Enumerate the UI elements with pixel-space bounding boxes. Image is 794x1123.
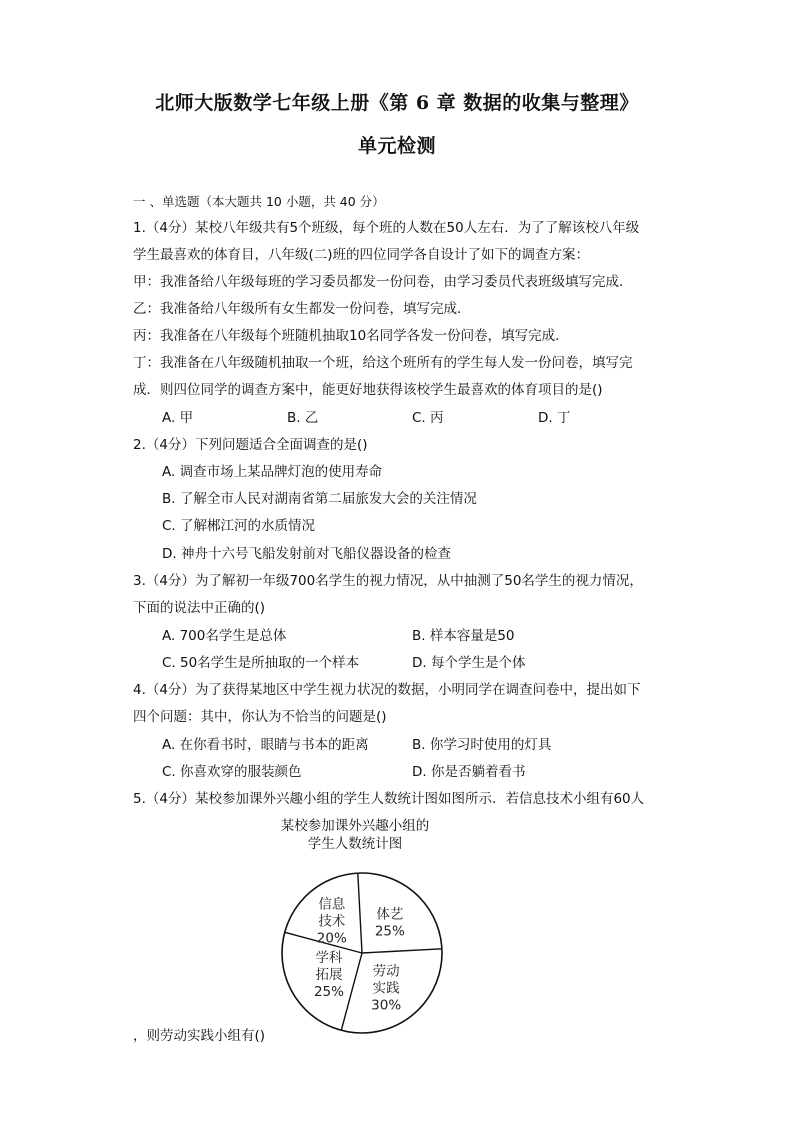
chart-title-line-1: 某校参加课外兴趣小组的 [280, 818, 430, 834]
option-c: C. 你喜欢穿的服装颜色 [162, 764, 302, 780]
question-line: 甲：我准备给八年级每班的学习委员都发一份问卷，由学习委员代表班级填写完成． [133, 274, 633, 290]
pie-slice-label: 体艺 25% [374, 906, 405, 940]
pie-chart [270, 860, 460, 1050]
pie-slice-label: 信息技术 20% [316, 896, 347, 947]
option-d: D. 你是否躺着看书 [412, 764, 526, 780]
question-line: 3.（4分）为了解初一年级700名学生的视力情况，从中抽测了50名学生的视力情况， [133, 573, 643, 589]
option-a: A. 在你看书时，眼睛与书本的距离 [162, 737, 369, 753]
option-c: C. 了解郴江河的水质情况 [162, 518, 316, 534]
option-b: B. 乙 [287, 410, 319, 426]
question-line: 1.（4分）某校八年级共有5个班级，每个班的人数在50人左右．为了了解该校八年级 [133, 220, 640, 236]
pie-slice-label: 劳动实践 30% [371, 963, 402, 1014]
option-b: B. 了解全市人民对湖南省第二届旅发大会的关注情况 [162, 491, 477, 507]
option-a: A. 调查市场上某品牌灯泡的使用寿命 [162, 464, 383, 480]
question-line: 4.（4分）为了获得某地区中学生视力状况的数据，小明同学在调查问卷中，提出如下 [133, 682, 641, 698]
question-line: 学生最喜欢的体育目，八年级(二)班的四位同学各自设计了如下的调查方案： [133, 247, 590, 263]
option-c: C. 50名学生是所抽取的一个样本 [162, 655, 360, 671]
question-line: 丁：我准备在八年级随机抽取一个班，给这个班所有的学生每人发一份问卷，填写完 [133, 355, 633, 371]
question-line: 下面的说法中正确的() [133, 600, 266, 616]
question-line: 丙：我准备在八年级每个班随机抽取10名同学各发一份问卷，填写完成． [133, 328, 569, 344]
option-d: D. 每个学生是个体 [412, 655, 526, 671]
question-line: 四个问题：其中，你认为不恰当的问题是() [133, 709, 387, 725]
section-header: 一 、单选题（本大题共 10 小题，共 40 分） [133, 194, 385, 209]
option-c: C. 丙 [412, 410, 444, 426]
option-a: A. 甲 [162, 410, 194, 426]
chart-title-line-2: 学生人数统计图 [307, 836, 403, 852]
title-line-2: 单元检测 [357, 135, 436, 157]
question-line: 5.（4分）某校参加课外兴趣小组的学生人数统计图如图所示．若信息技术小组有60人 [133, 791, 645, 807]
option-d: D. 神舟十六号飞船发射前对飞船仪器设备的检查 [162, 546, 451, 562]
option-b: B. 你学习时使用的灯具 [412, 737, 552, 753]
option-d: D. 丁 [538, 410, 571, 426]
pie-slice-label: 学科拓展 25% [313, 949, 344, 1000]
question-line: 2.（4分）下列问题适合全面调查的是() [133, 437, 368, 453]
question-line: 乙：我准备给八年级所有女生都发一份问卷，填写完成． [133, 301, 471, 317]
question-line: 成．则四位同学的调查方案中，能更好地获得该校学生最喜欢的体育项目的是() [133, 382, 603, 398]
question-tail: ，则劳动实践小组有() [133, 1028, 266, 1044]
option-a: A. 700名学生是总体 [162, 628, 287, 644]
title-line-1: 北师大版数学七年级上册《第 6 章 数据的收集与整理》 [155, 92, 639, 114]
option-b: B. 样本容量是50 [412, 628, 515, 644]
